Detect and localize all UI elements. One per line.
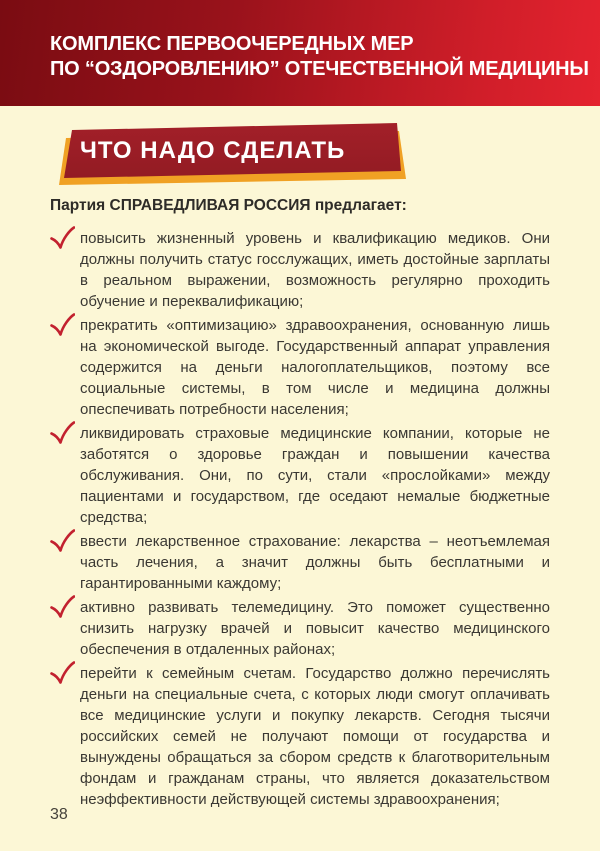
proposals-intro: Партия СПРАВЕДЛИВАЯ РОССИЯ предлагает: — [50, 197, 407, 214]
proposal-text: перейти к семейным счетам. Государство должно перечислять деньги на специальные счета, с которых люди смогут оплачивать все медицинские услуги и покупку лекарств. Сегодня тысячи российских семей не получают помощи от государства и вынуждены обращаться за сбором средств к благотворительным фондам и гражданам страны, что является доказательством неэффективности действующей системы здравоохранения; — [80, 665, 550, 808]
proposal-text: прекратить «оптимизацию» здравоохранения, основанную лишь на экономической выгоде. Государственный аппарат управления содержится на деньги налогоплательщиков, поэтому все социальные системы, в том числе и медицина должны опеспечивать потребности населения; — [80, 317, 550, 418]
checkmark-icon — [50, 313, 75, 336]
checkmark-icon — [50, 226, 75, 249]
header-title-line2: ПО “ОЗДОРОВЛЕНИЮ” ОТЕЧЕСТВЕННОЙ МЕДИЦИНЫ — [50, 58, 589, 80]
list-item — [50, 228, 550, 312]
proposal-text: ликвидировать страховые медицинские компании, которые не заботятся о здоровье граждан и повышении качества обслуживания. Они, по сути, стали «прослойками» между пациентами и государством, где оседают немалые бюджетные средства; — [80, 425, 550, 526]
list-item — [50, 423, 550, 528]
list-item — [50, 597, 550, 660]
checkmark-icon — [50, 421, 75, 444]
section-ribbon — [58, 118, 410, 190]
checkmark-icon — [50, 595, 75, 618]
page-number: 38 — [50, 806, 68, 823]
header-banner — [0, 0, 600, 106]
list-item — [50, 315, 550, 420]
proposal-text: ввести лекарственное страхование: лекарства – неотъемлемая часть лечения, а значит должны быть бесплатными и гарантированными каждому; — [80, 533, 550, 592]
proposal-list — [50, 228, 550, 813]
checkmark-icon — [50, 529, 75, 552]
proposal-text: повысить жизненный уровень и квалификацию медиков. Они должны получить статус госслужащих, иметь достойные зарплаты в реальном выражении, возможность регулярно проходить обучение и переквалификацию; — [80, 230, 550, 310]
proposal-text: активно развивать телемедицину. Это поможет существенно снизить нагрузку врачей и повысит качество медицинского обеспечения в отдаленных районах; — [80, 599, 550, 658]
list-item — [50, 531, 550, 594]
list-item — [50, 663, 550, 810]
section-title: ЧТО НАДО СДЕЛАТЬ — [80, 137, 346, 164]
checkmark-icon — [50, 661, 75, 684]
header-title-line1: КОМПЛЕКС ПЕРВООЧЕРЕДНЫХ МЕР — [50, 33, 414, 55]
